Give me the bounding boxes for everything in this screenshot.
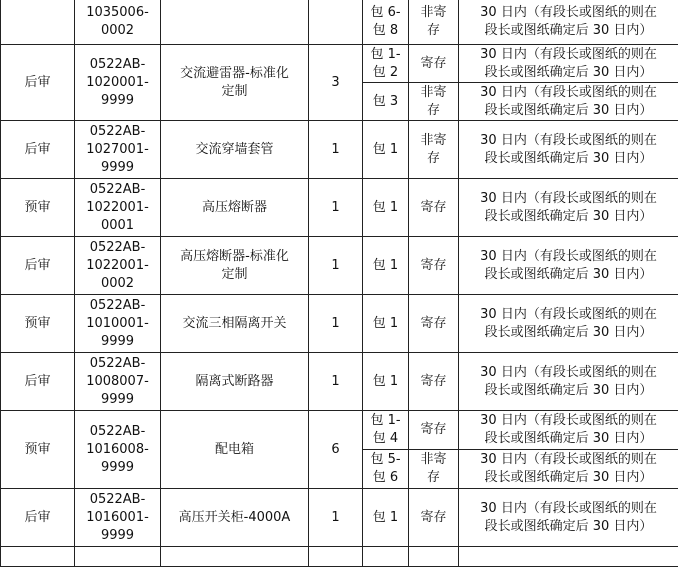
delivery-deadline-cell: 30 日内（有段长或图纸的则在 段长或图纸确定后 30 日内） [459, 83, 678, 121]
package-cell: 包 6- 包 8 [363, 0, 409, 45]
quantity-cell [309, 0, 363, 45]
delivery-deadline-cell: 30 日内（有段长或图纸的则在 段长或图纸确定后 30 日内） [459, 45, 678, 83]
material-code-cell: 0522AB- 1022001- 0002 [75, 237, 161, 295]
table-row [1, 489, 678, 547]
storage-cell: 寄存 [409, 295, 459, 353]
delivery-deadline-cell: 30 日内（有段长或图纸的则在 段长或图纸确定后 30 日内） [459, 121, 678, 179]
delivery-deadline-cell: 30 日内（有段长或图纸的则在 段长或图纸确定后 30 日内） [459, 489, 678, 547]
table-row [1, 295, 678, 353]
material-code-cell: 0522AB- 1022001- 0001 [75, 179, 161, 237]
material-name-cell: 配电箱 [161, 411, 309, 489]
package-cell: 包 1- 包 2 [363, 45, 409, 83]
delivery-deadline-cell: 30 日内（有段长或图纸的则在 段长或图纸确定后 30 日内） [459, 237, 678, 295]
review-type-cell: 后审 [1, 489, 75, 547]
storage-cell: 非寄 存 [409, 121, 459, 179]
material-code-cell: 0522AB- 1008007- 9999 [75, 353, 161, 411]
storage-cell: 非寄 存 [409, 0, 459, 45]
delivery-deadline-cell: 30 日内（有段长或图纸的则在 段长或图纸确定后 30 日内） [459, 0, 678, 45]
material-code-cell: 0522AB- 1016001- 9999 [75, 489, 161, 547]
package-cell: 包 1 [363, 489, 409, 547]
delivery-deadline-cell: 30 日内（有段长或图纸的则在 段长或图纸确定后 30 日内） [459, 295, 678, 353]
review-type-cell: 后审 [1, 353, 75, 411]
table-row [1, 237, 678, 295]
storage-cell: 寄存 [409, 353, 459, 411]
delivery-deadline-cell: 30 日内（有段长或图纸的则在 段长或图纸确定后 30 日内） [459, 450, 678, 489]
review-type-cell: 预审 [1, 179, 75, 237]
quantity-cell: 1 [309, 179, 363, 237]
package-cell: 包 1 [363, 121, 409, 179]
material-code-cell: 0522AB- 1016008- 9999 [75, 411, 161, 489]
table-row [1, 0, 678, 45]
quantity-cell: 1 [309, 353, 363, 411]
material-name-cell: 交流三相隔离开关 [161, 295, 309, 353]
storage-cell: 寄存 [409, 489, 459, 547]
material-name-cell: 高压开关柜-4000A [161, 489, 309, 547]
package-cell: 包 1- 包 4 [363, 411, 409, 450]
material-name-cell [161, 0, 309, 45]
storage-cell: 非寄 存 [409, 450, 459, 489]
review-type-cell: 后审 [1, 45, 75, 121]
quantity-cell: 6 [309, 411, 363, 489]
material-name-cell: 隔离式断路器 [161, 353, 309, 411]
package-cell: 包 1 [363, 237, 409, 295]
material-name-cell: 交流穿墙套管 [161, 121, 309, 179]
package-cell: 包 5- 包 6 [363, 450, 409, 489]
quantity-cell: 1 [309, 489, 363, 547]
material-name-cell: 高压熔断器-标准化 定制 [161, 237, 309, 295]
quantity-cell: 1 [309, 237, 363, 295]
review-type-cell: 后审 [1, 121, 75, 179]
delivery-deadline-cell: 30 日内（有段长或图纸的则在 段长或图纸确定后 30 日内） [459, 353, 678, 411]
review-type-cell [1, 0, 75, 45]
review-type-cell: 预审 [1, 295, 75, 353]
package-cell: 包 1 [363, 353, 409, 411]
storage-cell: 寄存 [409, 411, 459, 450]
material-code-cell: 0522AB- 1020001- 9999 [75, 45, 161, 121]
storage-cell: 非寄 存 [409, 83, 459, 121]
material-name-cell: 高压熔断器 [161, 179, 309, 237]
package-cell: 包 3 [363, 83, 409, 121]
material-code-cell: 1035006- 0002 [75, 0, 161, 45]
table-row [1, 411, 678, 450]
review-type-cell: 后审 [1, 237, 75, 295]
quantity-cell: 3 [309, 45, 363, 121]
delivery-deadline-cell: 30 日内（有段长或图纸的则在 段长或图纸确定后 30 日内） [459, 179, 678, 237]
table-row [1, 45, 678, 83]
storage-cell: 寄存 [409, 237, 459, 295]
storage-cell: 寄存 [409, 179, 459, 237]
table-row [1, 353, 678, 411]
material-code-cell: 0522AB- 1027001- 9999 [75, 121, 161, 179]
material-code-cell: 0522AB- 1010001- 9999 [75, 295, 161, 353]
storage-cell: 寄存 [409, 45, 459, 83]
review-type-cell: 预审 [1, 411, 75, 489]
material-name-cell: 交流避雷器-标准化 定制 [161, 45, 309, 121]
table-row [1, 121, 678, 179]
quantity-cell: 1 [309, 295, 363, 353]
package-cell: 包 1 [363, 179, 409, 237]
package-cell: 包 1 [363, 295, 409, 353]
table-row [1, 179, 678, 237]
delivery-deadline-cell: 30 日内（有段长或图纸的则在 段长或图纸确定后 30 日内） [459, 411, 678, 450]
quantity-cell: 1 [309, 121, 363, 179]
